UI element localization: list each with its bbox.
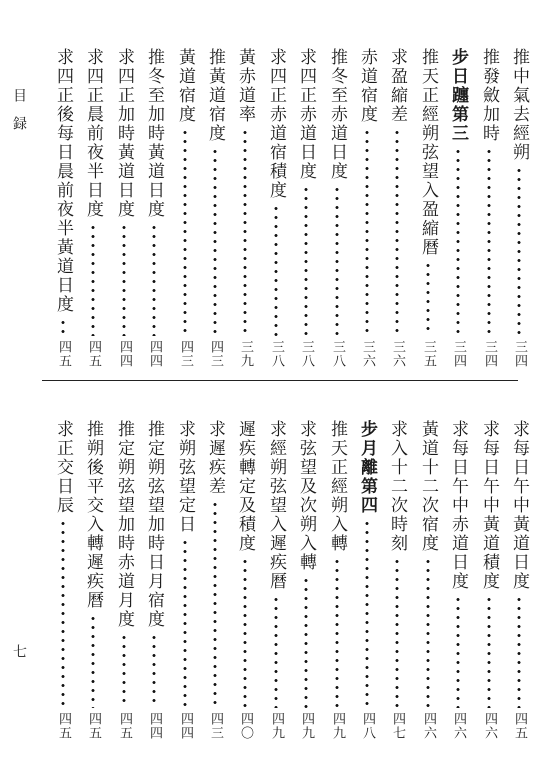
dot-leader	[352, 128, 382, 336]
toc-entry[interactable]	[200, 420, 230, 740]
toc-entry[interactable]	[139, 420, 169, 740]
dot-leader	[78, 223, 108, 336]
toc-entry[interactable]	[48, 420, 78, 740]
dot-leader	[170, 538, 200, 708]
toc-entry[interactable]	[139, 48, 169, 368]
dot-leader	[170, 128, 200, 336]
toc-entry-title: 推黃道宿度	[205, 48, 225, 143]
toc-entry-page: 四五	[86, 712, 101, 740]
toc-entry-title: 求四正赤道宿積度	[266, 48, 286, 200]
toc-entry[interactable]	[322, 420, 352, 740]
dot-leader	[382, 557, 412, 708]
dot-leader	[78, 614, 108, 708]
toc-entry[interactable]	[443, 420, 473, 740]
toc-entry-page: 四九	[299, 712, 314, 740]
dot-leader	[200, 500, 230, 708]
toc-entry[interactable]	[78, 420, 108, 740]
toc-entry[interactable]	[504, 420, 534, 740]
toc-entry-page: 三五	[421, 340, 436, 368]
toc-entry[interactable]	[261, 420, 291, 740]
dot-leader	[200, 147, 230, 336]
toc-entry-title: 遲疾轉定及積度	[235, 420, 255, 553]
dot-leader	[139, 223, 169, 336]
toc-entry-page: 三八	[330, 340, 345, 368]
toc-entry-page: 四九	[330, 712, 345, 740]
toc-entry-page: 四五	[86, 340, 101, 368]
dot-leader	[413, 261, 443, 336]
toc-entry[interactable]	[170, 48, 200, 368]
dot-leader	[504, 595, 534, 708]
toc-entry[interactable]	[382, 420, 412, 740]
dot-leader	[261, 595, 291, 708]
dot-leader	[109, 223, 139, 336]
dot-leader	[230, 557, 260, 708]
dot-leader	[291, 576, 321, 708]
toc-entry-title: 步日躔第三	[448, 48, 468, 143]
toc-entry-title: 求弦望及次朔入轉	[296, 420, 316, 572]
dot-leader	[504, 166, 534, 336]
toc-entry-title: 推天正經朔入轉	[327, 420, 347, 553]
toc-entry[interactable]	[413, 48, 443, 368]
toc-entry[interactable]	[109, 420, 139, 740]
toc-entry-title: 推冬至加時黃道日度	[144, 48, 164, 219]
toc-entry-page: 三四	[482, 340, 497, 368]
toc-section-heading[interactable]	[352, 420, 382, 740]
toc-entry[interactable]	[78, 48, 108, 368]
toc-entry-title: 求朔弦望定日	[175, 420, 195, 534]
toc-entry-page: 四五	[56, 712, 71, 740]
toc-entry-page: 四六	[451, 712, 466, 740]
toc-entry[interactable]	[230, 48, 260, 368]
dot-leader	[322, 185, 352, 336]
toc-entry[interactable]	[382, 48, 412, 368]
toc-entry-page: 三八	[299, 340, 314, 368]
section-divider	[42, 380, 518, 381]
dot-leader	[443, 147, 473, 336]
toc-entry-page: 四五	[512, 712, 527, 740]
dot-leader	[139, 633, 169, 708]
dot-leader	[413, 557, 443, 708]
toc-entry-page: 四五	[117, 712, 132, 740]
dot-leader	[352, 519, 382, 708]
toc-entry[interactable]	[48, 48, 78, 368]
toc-entry-page: 四四	[178, 712, 193, 740]
dot-leader	[261, 204, 291, 336]
toc-entry-title: 求經朔弦望入遲疾曆	[266, 420, 286, 591]
toc-entry-page: 四六	[421, 712, 436, 740]
dot-leader	[322, 557, 352, 708]
toc-entry-title: 步月離第四	[357, 420, 377, 515]
toc-entry-page: 四四	[147, 340, 162, 368]
toc-entry-title: 黃道宿度	[175, 48, 195, 124]
toc-entry-title: 求四正後每日晨前夜半黃道日度	[53, 48, 73, 314]
running-title: 目録	[11, 88, 27, 144]
toc-section-heading[interactable]	[443, 48, 473, 368]
toc-entry-title: 求入十二次時刻	[387, 420, 407, 553]
toc-entry-title: 求四正晨前夜半日度	[83, 48, 103, 219]
toc-entry-page: 四三	[208, 712, 223, 740]
toc-entry-page: 三六	[390, 340, 405, 368]
toc-entry-title: 推中氣去經朔	[509, 48, 529, 162]
toc-entry-title: 推發斂加時	[479, 48, 499, 143]
page-number: 七	[11, 644, 27, 672]
toc-entry[interactable]	[230, 420, 260, 740]
toc-entry-page: 四五	[56, 340, 71, 368]
toc-entry[interactable]	[291, 420, 321, 740]
toc-entry[interactable]	[170, 420, 200, 740]
toc-entry-page: 三四	[451, 340, 466, 368]
toc-entry[interactable]	[109, 48, 139, 368]
toc-entry-page: 三八	[269, 340, 284, 368]
toc-entry-page: 三六	[360, 340, 375, 368]
toc-entry-title: 求每日午中赤道日度	[448, 420, 468, 591]
toc-entry-title: 赤道宿度	[357, 48, 377, 124]
toc-entry-page: 四七	[390, 712, 405, 740]
toc-entry-title: 求正交日辰	[53, 420, 73, 515]
toc-entry-page: 四四	[147, 712, 162, 740]
toc-entry-title: 求遲疾差	[205, 420, 225, 496]
dot-leader	[382, 128, 412, 336]
toc-entry-title: 推冬至赤道日度	[327, 48, 347, 181]
toc-entry-page: 四三	[208, 340, 223, 368]
toc-entry-title: 推定朔弦望加時赤道月度	[114, 420, 134, 629]
toc-entry-page: 三九	[238, 340, 253, 368]
toc-entry-title: 求盈縮差	[387, 48, 407, 124]
toc-entry-title: 求四正加時黃道日度	[114, 48, 134, 219]
toc-entry[interactable]	[413, 420, 443, 740]
toc-entry[interactable]	[261, 48, 291, 368]
toc-entry-title: 推定朔弦望加時日月宿度	[144, 420, 164, 629]
toc-entry-page: 四三	[178, 340, 193, 368]
toc-entry-title: 推天正經朔弦望入盈縮曆	[418, 48, 438, 257]
dot-leader	[109, 633, 139, 708]
toc-entry[interactable]	[504, 48, 534, 368]
toc-entry-title: 求每日午中黃道積度	[479, 420, 499, 591]
toc-entry-page: 四九	[269, 712, 284, 740]
dot-leader	[474, 147, 504, 336]
toc-entry-title: 求每日午中黃道日度	[509, 420, 529, 591]
dot-leader	[230, 128, 260, 336]
toc-entry-title: 推朔後平交入轉遲疾曆	[83, 420, 103, 610]
toc-entry[interactable]	[474, 420, 504, 740]
toc-entry-title: 黃道十二次宿度	[418, 420, 438, 553]
dot-leader	[291, 185, 321, 336]
toc-entry-title: 黃赤道率	[235, 48, 255, 124]
dot-leader	[48, 318, 78, 336]
toc-entry[interactable]	[291, 48, 321, 368]
toc-entry-page: 四六	[482, 712, 497, 740]
toc-entry[interactable]	[474, 48, 504, 368]
dot-leader	[48, 519, 78, 708]
toc-entry[interactable]	[352, 48, 382, 368]
dot-leader	[443, 595, 473, 708]
dot-leader	[474, 595, 504, 708]
toc-entry-page: 四四	[117, 340, 132, 368]
toc-entry-title: 求四正赤道日度	[296, 48, 316, 181]
toc-entry-page: 四〇	[238, 712, 253, 740]
toc-entry[interactable]	[322, 48, 352, 368]
toc-entry-page: 三四	[512, 340, 527, 368]
toc-entry-page: 四八	[360, 712, 375, 740]
toc-entry[interactable]	[200, 48, 230, 368]
